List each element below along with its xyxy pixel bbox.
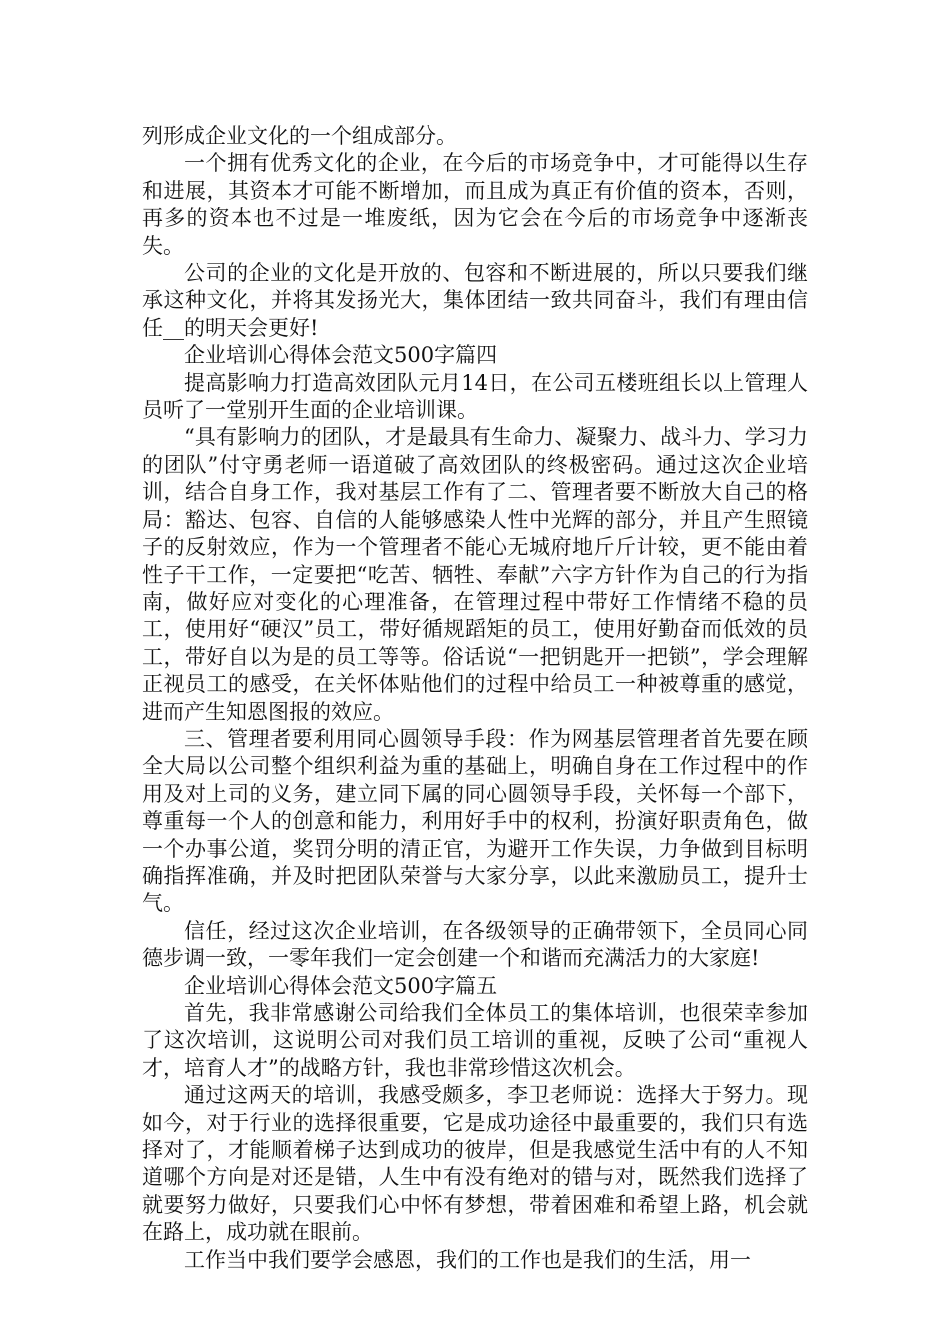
section-heading-part-five: 企业培训心得体会范文500字篇五 (184, 973, 498, 998)
paragraph-gratitude: 首先，我非常感谢公司给我们全体员工的集体培训，也很荣幸参加了这次培训，这说明公司对我们员工培训的重视，反映了公司“重视人才，培育人才”的战略方针，我也非常珍惜这次机会。 (142, 1001, 808, 1080)
paragraph-culture-future: 公司的企业的文化是开放的、包容和不断进展的，所以只要我们继承这种文化，并将其发扬光大，集体团结一致共同奋斗，我们有理由信任__的明天会更好! (142, 261, 808, 340)
paragraph-training-intro: 提高影响力打造高效团队元月14日，在公司五楼班组长以上管理人员听了一堂别开生面的企业培训课。 (142, 370, 808, 423)
paragraph-work-thankful: 工作当中我们要学会感恩，我们的工作也是我们的生活，用一 (184, 1247, 751, 1272)
paragraph-trust-conclusion: 信任，经过这次企业培训，在各级领导的正确带领下，全员同心同德步调一致，一零年我们一定会创建一个和谐而充满活力的大家庭! (142, 918, 808, 971)
paragraph-concentric-leadership: 三、管理者要利用同心圆领导手段：作为网基层管理者首先要在顾全大局以公司整个组织利益为重的基础上，明确自身在工作过程中的作用及对上司的义务，建立同下属的同心圆领导手段，关怀每一个部下，尊重每一个人的创意和能力，利用好手中的权利，扮演好职责角色，做一个办事公道，奖罚分明的清正官，为避开工作失误，力争做到目标明确指挥准确，并及时把团队荣誉与大家分享，以此来激励员工，提升士气。 (142, 726, 808, 916)
paragraph-influence-team: “具有影响力的团队，才是最具有生命力、凝聚力、战斗力、学习力的团队”付守勇老师一语道破了高效团队的终极密码。通过这次企业培训，结合自身工作，我对基层工作有了二、管理者要不断放大自己的格局：豁达、包容、自信的人能够感染人性中光辉的部分，并且产生照镜子的反射效应，作为一个管理者不能心无城府地斤斤计较，更不能由着性子干工作，一定要把“吃苦、牺牲、奉献”六字方针作为自己的行为指南，做好应对变化的心理准备，在管理过程中带好工作情绪不稳的员工，使用好“硬汉”员工，带好循规蹈矩的员工，使用好勤奋而低效的员工，带好自以为是的员工等等。俗话说“一把钥匙开一把锁”，学会理解正视员工的感受，在关怀体贴他们的过程中给员工一种被尊重的感觉，进而产生知恩图报的效应。 (142, 425, 808, 724)
paragraph-choice-effort: 通过这两天的培训，我感受颇多，李卫老师说：选择大于努力。现如今，对于行业的选择很重要，它是成功途径中最重要的，我们只有选择对了，才能顺着梯子达到成功的彼岸，但是我感觉生活中有的人不知道哪个方向是对还是错，人生中有没有绝对的错与对，既然我们选择了就要努力做好，只要我们心中怀有梦想，带着困难和希望上路，机会就在路上，成功就在眼前。 (142, 1083, 808, 1245)
section-heading-part-four: 企业培训心得体会范文500字篇四 (184, 343, 498, 368)
paragraph-culture-capital: 一个拥有优秀文化的企业，在今后的市场竞争中，才可能得以生存和进展，其资本才可能不断增加，而且成为真正有价值的资本，否则，再多的资本也不过是一堆废纸，因为它会在今后的市场竞争中逐渐丧失。 (142, 151, 808, 258)
paragraph-continuation: 列形成企业文化的一个组成部分。 (142, 124, 457, 148)
document-body (142, 123, 808, 1274)
